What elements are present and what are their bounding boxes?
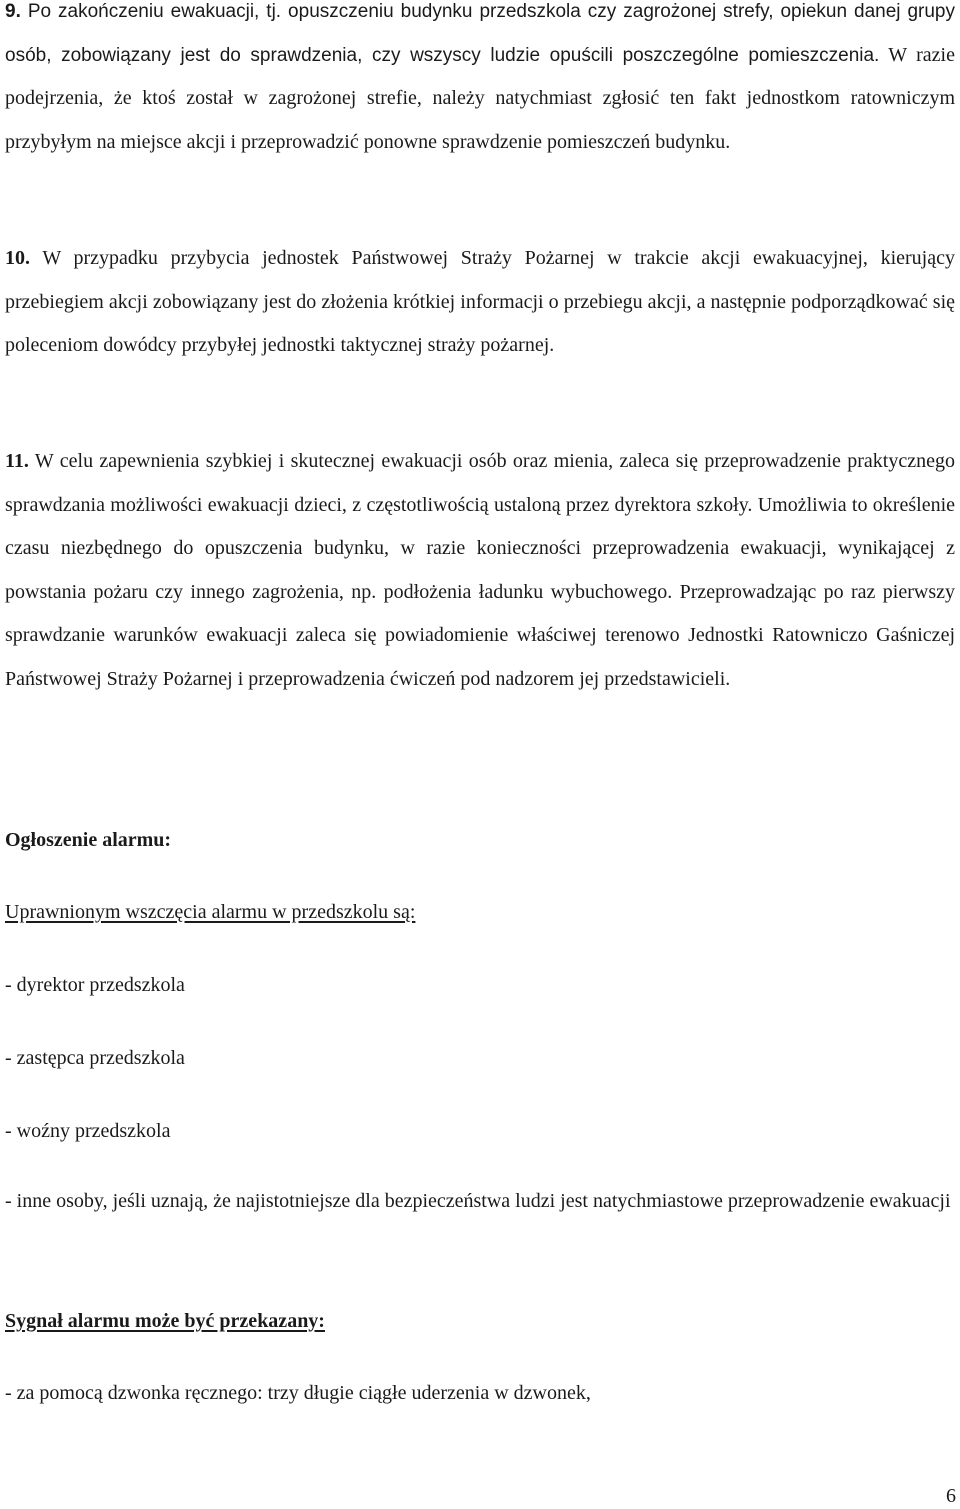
authorized-list-item: - zastępca przedszkola [5,1047,185,1069]
page-number: 6 [946,1485,956,1507]
paragraph-item-10 [5,237,955,368]
signal-heading: Sygnał alarmu może być przekazany: [5,1310,325,1332]
signal-list-item: - za pomocą dzwonka ręcznego: trzy długie ciągłe uderzenia w dzwonek, [5,1382,591,1404]
item-10-text: W przypadku przybycia jednostek Państwowej Straży Pożarnej w trakcie akcji ewakuacyjnej, kierujący przebiegiem akcji zobowiązany jest do złożenia krótkiej informacji o przebiegu akcji, a następnie podporządkować się poleceniom dowódcy przybyłej jednostki taktycznej straży pożarnej. [5,247,955,357]
item-10-number: 10. [5,247,30,269]
item-9-text-part-2: W razie podejrzenia, że ktoś został w zagrożonej strefie, należy natychmiast zgłosić ten fakt jednostkom ratowniczym przybyłym na miejsce akcji i przeprowadzić ponowne sprawdzenie pomieszczeń budynku. [5,43,955,153]
authorized-list-item: - woźny przedszkola [5,1120,171,1142]
paragraph-item-9 [5,0,955,164]
authorized-list-item: - dyrektor przedszkola [5,974,185,996]
item-11-number: 11. [5,450,29,472]
alarm-heading: Ogłoszenie alarmu: [5,829,172,851]
item-11-text: W celu zapewnienia szybkiej i skutecznej ewakuacji osób oraz mienia, zaleca się przeprowadzenie praktycznego sprawdzania możliwości ewakuacji dzieci, z częstotliwością ustaloną przez dyrektora szkoły. Umożliwia to określenie czasu niezbędnego do opuszczenia budynku, w razie konieczności przeprowadzenia ewakuacji, wynikającej z powstania pożaru czy innego zagrożenia, np. podłożenia ładunku wybuchowego. Przeprowadzając po raz pierwszy sprawdzanie warunków ewakuacji zaleca się powiadomienie właściwej terenowo Jednostki Ratowniczo Gaśniczej Państwowej Straży Pożarnej i przeprowadzenia ćwiczeń pod nadzorem jej przedstawicieli. [5,450,955,690]
authorized-list-item: - inne osoby, jeśli uznają, że najistotniejsze dla bezpieczeństwa ludzi jest natychmiastowe przeprowadzenie ewakuacji [5,1190,951,1212]
item-9-text-part-1: Po zakończeniu ewakuacji, tj. opuszczeniu budynku przedszkola czy zagrożonej strefy, opiekun danej grupy osób, zobowiązany jest do sprawdzenia, czy wszyscy ludzie opuścili poszczególne pomieszczenia. [5,1,955,66]
paragraph-item-11 [5,440,955,702]
authorized-heading: Uprawnionym wszczęcia alarmu w przedszkolu są: [5,901,416,923]
item-9-number: 9. [5,1,21,22]
